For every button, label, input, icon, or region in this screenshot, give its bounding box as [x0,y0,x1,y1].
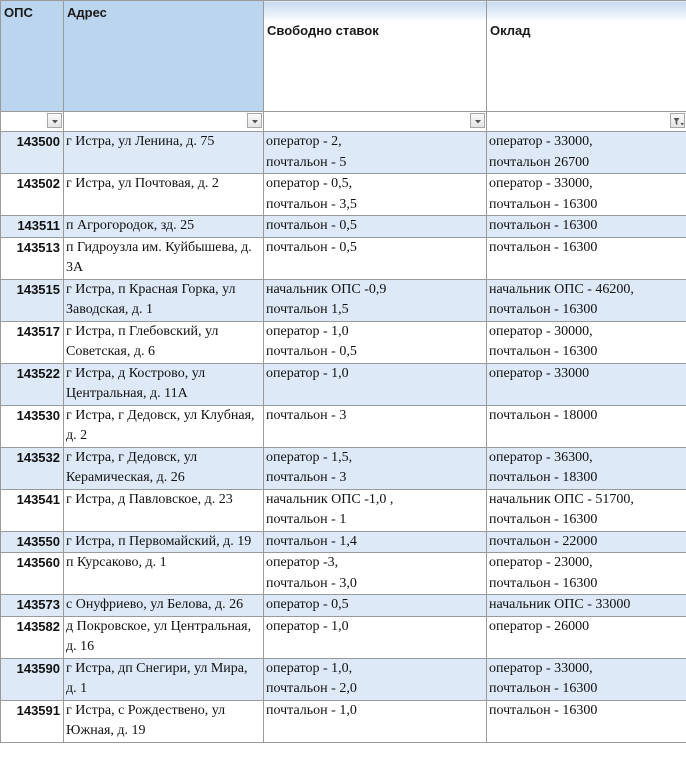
ops-cell[interactable]: 143550 [1,531,64,553]
salary-line: начальник ОПС - 51700, [489,491,634,507]
salary-cell[interactable] [487,405,686,447]
vacancies-cell[interactable] [264,321,487,363]
vacancies-line: начальник ОПС -0,9 [266,281,387,297]
vacancies-line: почтальон 1,5 [266,302,349,317]
address-cell[interactable]: г Истра, п Глебовский, ул Советская, д. 6 [64,321,264,363]
table-row [1,279,686,321]
vacancies-cell[interactable] [264,279,487,321]
column-header-salary[interactable] [487,1,686,112]
filter-dropdown-vacancies[interactable] [470,113,485,128]
address-cell[interactable]: г Истра, ул Почтовая, д. 2 [64,174,264,216]
salary-cell[interactable] [487,321,686,363]
salary-line: почтальон - 16300 [489,512,598,527]
salary-cell[interactable] [487,174,686,216]
salary-cell[interactable] [487,616,686,658]
vacancies-cell[interactable] [264,132,487,174]
vacancies-cell[interactable] [264,447,487,489]
salary-line: почтальон - 16300 [489,218,598,233]
vacancies-cell[interactable] [264,237,487,279]
salary-cell[interactable] [487,279,686,321]
salary-line: оператор - 30000, [489,323,593,339]
vacancies-cell[interactable] [264,531,487,553]
vacancies-cell[interactable] [264,405,487,447]
salary-cell[interactable] [487,489,686,531]
dropdown-arrow-icon [248,114,263,129]
vacancies-cell[interactable] [264,595,487,617]
ops-cell[interactable]: 143590 [1,658,64,700]
address-cell[interactable]: п Агрогородок, зд. 25 [64,216,264,238]
table-row [1,595,686,617]
table-row [1,237,686,279]
salary-line: оператор - 23000, [489,555,593,570]
vacancies-line: почтальон - 1,0 [266,702,357,718]
ops-cell[interactable]: 143513 [1,237,64,279]
vacancies-cell[interactable] [264,489,487,531]
vacancies-line: почтальон - 5 [266,154,347,170]
vacancies-line: начальник ОПС -1,0 , [266,491,394,507]
vacancies-line: оператор - 1,0 [266,323,349,339]
address-cell[interactable]: г Истра, ул Ленина, д. 75 [64,132,264,174]
address-cell[interactable]: г Истра, д Павловское, д. 23 [64,489,264,531]
ops-cell[interactable]: 143515 [1,279,64,321]
vacancies-line: почтальон - 2,0 [266,681,357,696]
ops-cell[interactable]: 143541 [1,489,64,531]
salary-line: оператор - 33000, [489,660,593,676]
vacancies-line: оператор - 1,0, [266,660,353,676]
dropdown-arrow-icon [471,114,486,129]
vacancies-line: оператор - 1,0 [266,618,349,634]
address-cell[interactable]: г Истра, д Кострово, ул Центральная, д. 11А [64,363,264,405]
table-row [1,321,686,363]
ops-cell[interactable]: 143573 [1,595,64,617]
vacancies-line: почтальон - 1 [266,512,347,527]
filter-cell-salary [487,112,686,132]
vacancies-line: оператор - 0,5 [266,597,349,612]
filter-dropdown-ops[interactable] [47,113,62,128]
column-header-vacancies-label: Свободно ставок [267,23,379,38]
salary-cell[interactable] [487,553,686,595]
vacancies-cell[interactable] [264,363,487,405]
vacancies-cell[interactable] [264,658,487,700]
salary-cell[interactable] [487,216,686,238]
vacancies-line: почтальон - 0,5 [266,239,357,255]
table-row [1,616,686,658]
address-cell[interactable]: п Курсаково, д. 1 [64,553,264,595]
salary-line: оператор - 33000, [489,176,593,191]
ops-cell[interactable]: 143532 [1,447,64,489]
vacancies-cell[interactable] [264,216,487,238]
column-header-address-label: Адрес [67,5,107,20]
salary-line: почтальон - 18300 [489,470,598,485]
vacancies-line: оператор - 0,5, [266,176,353,191]
salary-line: почтальон 26700 [489,154,590,170]
address-cell[interactable]: г Истра, дп Снегири, ул Мира, д. 1 [64,658,264,700]
ops-cell[interactable]: 143530 [1,405,64,447]
salary-line: начальник ОПС - 33000 [489,597,631,612]
table-row [1,405,686,447]
filter-row [1,112,686,132]
table-row [1,447,686,489]
ops-cell[interactable]: 143511 [1,216,64,238]
table-row [1,553,686,595]
header-row [1,1,686,112]
filter-cell-address [64,112,264,132]
column-header-address[interactable] [64,1,264,112]
vacancies-line: оператор - 1,0 [266,365,349,381]
salary-line: начальник ОПС - 46200, [489,281,634,297]
address-cell[interactable]: п Гидроузла им. Куйбышева, д. 3А [64,237,264,279]
salary-cell[interactable] [487,658,686,700]
salary-line: почтальон - 16300 [489,239,598,255]
dropdown-arrow-icon [48,114,63,129]
table-row [1,363,686,405]
column-header-ops-label: ОПС [4,5,33,20]
address-cell[interactable]: г Истра, п Красная Горка, ул Заводская, д. 1 [64,279,264,321]
salary-cell[interactable] [487,700,686,742]
ops-cell[interactable]: 143502 [1,174,64,216]
salary-line: оператор - 36300, [489,449,593,465]
salary-cell[interactable] [487,237,686,279]
table-row [1,489,686,531]
salary-line: оператор - 33000, [489,134,593,149]
table-row [1,658,686,700]
vacancies-cell[interactable] [264,616,487,658]
salary-line: почтальон - 22000 [489,533,598,549]
salary-line: почтальон - 16300 [489,344,598,359]
address-cell[interactable]: г Истра, с Рождествено, ул Южная, д. 19 [64,700,264,742]
vacancies-line: почтальон - 0,5 [266,344,357,359]
vacancies-line: оператор - 1,5, [266,449,353,465]
address-cell[interactable]: г Истра, п Первомайский, д. 19 [64,531,264,553]
salary-cell[interactable] [487,132,686,174]
salary-line: почтальон - 18000 [489,407,598,423]
table-row [1,174,686,216]
address-cell[interactable]: с Онуфриево, ул Белова, д. 26 [64,595,264,617]
ops-cell[interactable]: 143522 [1,363,64,405]
column-header-vacancies[interactable] [264,1,487,112]
filter-cell-vacancies [264,112,487,132]
vacancies-line: почтальон - 3 [266,470,347,485]
filter-dropdown-salary[interactable] [670,113,685,128]
vacancies-line: почтальон - 1,4 [266,533,357,549]
vacancies-line: оператор -3, [266,555,339,570]
vacancies-cell[interactable] [264,553,487,595]
vacancies-line: почтальон - 0,5 [266,218,357,233]
salary-cell[interactable] [487,595,686,617]
vacancies-line: почтальон - 3 [266,407,347,423]
vacancies-cell[interactable] [264,174,487,216]
address-cell[interactable]: д Покровское, ул Центральная, д. 16 [64,616,264,658]
column-header-salary-label: Оклад [490,23,531,38]
column-header-ops[interactable] [1,1,64,112]
salary-line: оператор - 33000 [489,365,590,381]
salary-line: оператор - 26000 [489,618,590,634]
filter-cell-ops [1,112,64,132]
table-row [1,132,686,174]
ops-cell[interactable]: 143560 [1,553,64,595]
address-cell[interactable]: г Истра, г Дедовск, ул Керамическая, д. 26 [64,447,264,489]
vacancies-line: оператор - 2, [266,134,342,149]
salary-line: почтальон - 16300 [489,575,598,591]
vacancies-line: почтальон - 3,5 [266,196,357,212]
table-row [1,216,686,238]
salary-line: почтальон - 16300 [489,196,598,212]
vacancies-cell[interactable] [264,700,487,742]
salary-cell[interactable] [487,447,686,489]
salary-line: почтальон - 16300 [489,702,598,718]
table-body [1,132,686,743]
salary-cell[interactable] [487,531,686,553]
salary-line: почтальон - 16300 [489,302,598,317]
salary-cell[interactable] [487,363,686,405]
filter-active-icon [671,114,686,129]
table-row [1,531,686,553]
table-row [1,700,686,742]
filter-dropdown-address[interactable] [247,113,262,128]
ops-cell[interactable]: 143591 [1,700,64,742]
ops-cell[interactable]: 143517 [1,321,64,363]
ops-cell[interactable]: 143500 [1,132,64,174]
address-cell[interactable]: г Истра, г Дедовск, ул Клубная, д. 2 [64,405,264,447]
ops-cell[interactable]: 143582 [1,616,64,658]
vacancies-line: почтальон - 3,0 [266,575,357,591]
salary-line: почтальон - 16300 [489,681,598,696]
